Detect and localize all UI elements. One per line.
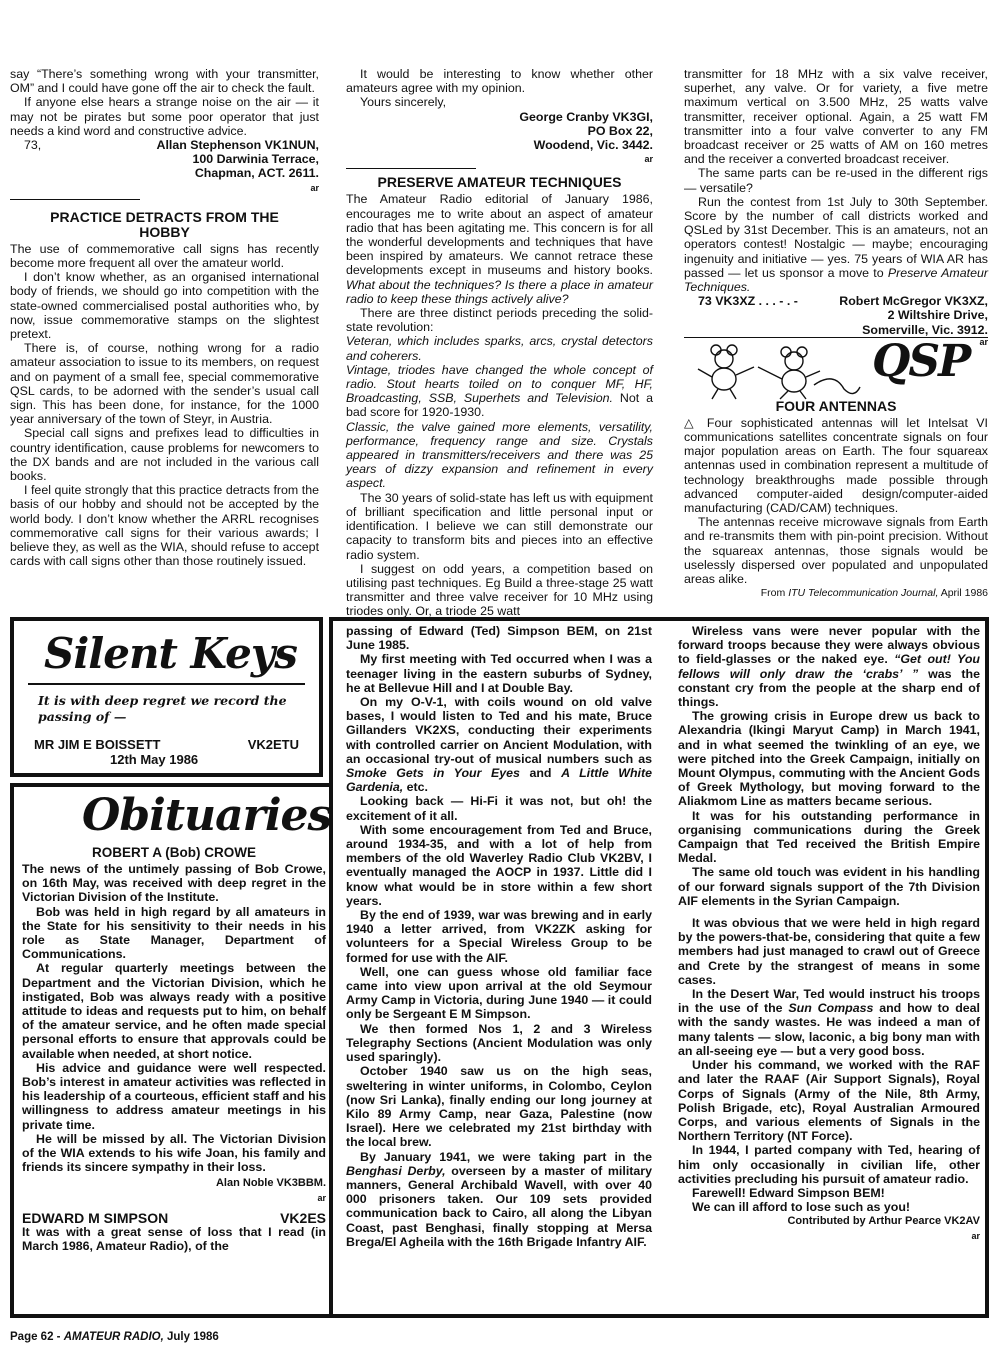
article-text: The antennas receive microwave signals from Earth and re-transmits them with pin-point precision. Without the squareax antennas, those signals would be uselessly dispersed over populated and unpopulated areas alike. (684, 515, 988, 587)
signature-name: George Cranby VK3GI, (519, 109, 653, 124)
signature-city: Woodend, Vic. 3442. (533, 138, 653, 153)
deceased-name: MR JIM E BOISSETT (34, 737, 161, 752)
mice-illustration-icon (694, 341, 864, 401)
obituary-signature: Alan Noble VK3BBM. (215, 1177, 326, 1190)
obituary-text: At regular quarterly meetings between the Department and the Victorian Division, which he instigated, Bob was always ready with a positive attitude to ideas and requests put to him, on behalf of the amateur service, and he often made special personal efforts to ensure that approvals could be available when needed, at short notice. (22, 961, 326, 1061)
article-text: Classic, the valve gained more elements, versatility, performance, frequency range and size. Crystals appeared in transmitters/receivers and there was 25 years of dizzy expansion and refinement in every aspect. (346, 419, 653, 491)
signature-name: Allan Stephenson VK1NUN, (156, 138, 319, 153)
obituaries-title: Obituaries (82, 790, 332, 841)
signature-address: 2 Wiltshire Drive, (887, 308, 988, 323)
letter-text: The same parts can be re-used in the different rigs — versatile? (684, 166, 988, 195)
letter-text: Run the contest from 1st July to 30th September. Score by the number of call districts worked and QSLed by 31st December. This is an amateurs, not an operators contest! Nostalgic — maybe; encouraging ingenuity and initiative — yes. 75 years of WIA AR has passed — let us sponsor a move to Preserve Amateur Techniques. (684, 194, 988, 295)
column-letters-right (684, 67, 988, 601)
obituary-middle-column (346, 624, 652, 1249)
obituary-text: It was for his outstanding performance in organising communications during the Greek Campaign that Ted received the British Empire Medal. (678, 808, 980, 866)
silent-keys-box (10, 617, 323, 777)
obituary-text: By January 1941, we were taking part in the Benghasi Derby, overseen by a master of military manners, General Archibald Wavell, with over 40 000 prisoners taken. Our 109 sets provided communication back to Cairo, all along the Libyan Coast, past Benghasi, finally stopping at Mersa Brega/El Agheila with the 16th Brigade Infantry AIF. (346, 1149, 652, 1249)
obituary-heading: EDWARD M SIMPSON VK2ES (22, 1209, 326, 1226)
divider (10, 199, 140, 200)
silent-keys-rule (28, 683, 305, 685)
end-mark: ar (644, 154, 653, 165)
article-heading: PRACTICE DETRACTS FROM THE HOBBY (50, 208, 279, 240)
signature-address: PO Box 22, (587, 123, 653, 138)
article-source: From ITU Telecommunication Journal, April 1986 (760, 587, 988, 600)
article-text: △ Four sophisticated antennas will let Intelsat VI communications satellites concentrate signals on four major population areas on Earth. The four squareax antennas used in combination represent a multitude of technology breakthroughs made possible through advanced computer-aided design/computer-aided manufacturing (CAD/CAM) techniques. (684, 415, 988, 516)
silent-keys-entry (28, 737, 305, 767)
letter-text: transmitter for 18 MHz with a six valve receiver, superhet, any valve. Or for variety, a five metre maximum vertical on 3.500 MHz, 25 watts valve transmitter, receiver optional. Again, a 25 watt FM transmitter into a four valve converter to any FM broadcast receiver or 25 watts of AM on 160 metres and the receiver a converted broadcast receiver. (684, 67, 988, 167)
obituary-text: His advice and guidance were well respected. Bob’s interest in amateur activities was reflected in his leadership of a courteous, efficient staff and his willingness to address amateur meetings in his private time. (22, 1060, 326, 1132)
obituary-text: It was with a great sense of loss that I read (in March 1986, Amateur Radio), of the (22, 1225, 326, 1254)
obituary-signature: Contributed by Arthur Pearce VK2AV (787, 1215, 980, 1228)
letter-signature (346, 110, 653, 167)
obituary-text: Bob was held in high regard by all amateurs in the State for his sensitivity to their needs in his role as State Manager, Department of Communications. (22, 904, 326, 962)
article-text: The 30 years of solid-state has left us with equipment of brilliant specification and little personal input or identification. I believe we can still demonstrate our capacity to transform bits and pieces into an effective radio system. (346, 490, 653, 562)
qsp-logo: QSP (872, 335, 970, 387)
end-mark: ar (317, 1192, 326, 1203)
issue-date: July 1986 (163, 1331, 219, 1343)
qsp-banner (684, 337, 988, 403)
obituary-text: It was obvious that we were held in high regard by the powers-that-be, considering that quite a few members had just managed to crawl out of Greece and Crete by the strangest of means in some cases. (678, 916, 980, 987)
obituary-text: We can ill afford to lose such as you! (692, 1200, 911, 1215)
signature-city: Somerville, Vic. 3912. (862, 322, 988, 337)
sign-off: 73, (24, 138, 42, 153)
letter-text: say “There’s something wrong with your transmitter, OM” and I could have gone off the air to check the fault. (10, 67, 319, 96)
obituary-text: passing of Edward (Ted) Simpson BEM, on 21st June 1985. (346, 624, 652, 653)
article-text: The use of commemorative call signs has recently become more frequent all over the amateur world. (10, 241, 319, 271)
end-mark: ar (971, 1230, 980, 1241)
obituary-text: Under his command, we worked with the RAF and later the RAAF (Air Support Signals), Royal Corps of Signals (Army of the Nile, 8th Army, Polish Brigade, etc), Royal Australian Armoured Corps, and various elements of Signals in the Northern Territory (NT Force). (678, 1058, 980, 1144)
obituary-heading: ROBERT A (Bob) CROWE (92, 845, 256, 860)
obituary-right-column (678, 624, 980, 1243)
obituary-text: On my O-V-1, with coils wound on old valve bases, I would listen to Ted and his mate, Bruce Gillanders VK2XS, conducting their experiments with controlled carrier on Ancient Modulation, with an occasional try-out of musical numbers such as Smoke Gets in Your Eyes and A Little White Gardenia, etc. (346, 695, 652, 795)
obituary-text: The news of the untimely passing of Bob Crowe, on 16th May, was received with deep regret in the Victorian Division of the Institute. (22, 862, 326, 905)
letter-text: If anyone else hears a strange noise on the air — it may not be pirates but some poor operator that just needs a kind word and constructive advice. (10, 95, 319, 138)
silent-keys-intro: It is with deep regret we record the passing of — (38, 693, 287, 724)
article-text: I don’t know whether, as an organised international body of friends, we should go into competition with the state-owned commercialised postal authorities who, by now, issue commemorative stamps on the slightest pretext. (10, 270, 319, 342)
article-text: There are three distinct periods preceding the solid-state revolution: (346, 306, 653, 335)
obituary-text: Farewell! Edward Simpson BEM! (692, 1185, 885, 1200)
silent-keys-title: Silent Keys (44, 629, 297, 678)
page-footer (10, 1331, 219, 1343)
deceased-date: 12th May 1986 (110, 752, 199, 767)
obituary-text: My first meeting with Ted occurred when I was a teenager living in the eastern suburbs of Sydney, he at Bellevue Hill and I at Double Bay. (346, 652, 652, 695)
letter-signature (10, 138, 319, 195)
column-letters-middle (346, 67, 653, 619)
signature-name: Robert McGregor VK3XZ, (839, 294, 988, 309)
sign-off: 73 VK3XZ . . . - . - (698, 294, 798, 309)
obituary-text: The same old touch was evident in his handling of our forward signals support of the 7th Division AIF elements in the Syrian Campaign. (678, 865, 980, 908)
divider (346, 168, 476, 169)
column-letters-left (10, 67, 319, 569)
obituary-text: The growing crisis in Europe drew us back to Alexandria (Ikingi Maryut Camp) in March 1941, and in what seemed the twinkling of an eye, we were pitched into the Greek Campaign, initially on Mount Olympus, commuting with the Ancient Gods of Greek Mythology, but moving forward to the Aliakmom Line as matters became serious. (678, 709, 980, 809)
end-mark: ar (310, 182, 319, 193)
obituary-text: In the Desert War, Ted would instruct his troops in the use of the Sun Compass and how to deal with the sandy wastes. He was indeed a man of many talents — slow, laconic, a big bony man with an all-seeing eye — but a very good boss. (678, 987, 980, 1058)
deceased-callsign: VK2ETU (247, 737, 299, 752)
obituary-text: Looking back — Hi-Fi it was not, but oh! the excitement of it all. (346, 794, 652, 823)
letter-text: Yours sincerely, (360, 95, 447, 110)
article-heading: FOUR ANTENNAS (775, 397, 897, 414)
article-text: There is, of course, nothing wrong for a radio amateur association to issue to its members, on request and on payment of a small fee, special commemorative QSL cards, to be adorned with the sender’s usual call sign. This has been done, for instance, for the 1000 year anniversary of the town of Steyr, in Austria. (10, 341, 319, 427)
signature-address: 100 Darwinia Terrace, (192, 152, 319, 167)
obituary-text: October 1940 saw us on the high seas, sweltering in winter uniforms, in Colombo, Ceylon (now Sri Lanka), finally ending our long journey at Kilo 89 Army Camp, near Gaza, Palestine (now Israel). Here we celebrated my 21st birthday with the local brew. (346, 1064, 652, 1150)
obituary-text: He will be missed by all. The Victorian Division of the WIA extends to his wife Joan, his family and friends its sincere sympathy in their loss. (22, 1131, 326, 1175)
signature-city: Chapman, ACT. 2611. (194, 166, 319, 181)
article-text: I suggest on odd years, a competition based on utilising past techniques. Eg Build a three-stage 25 watt transmitter and three valve receiver for 10 MHz using triodes only. Or, a triode 25 watt (346, 561, 653, 619)
article-text: I feel quite strongly that this practice detracts from the basis of our hobby and should not be accepted by the world body. I don’t know whether the ARRL recognises commemorative call signs for their various awards; I believe they, as well as the WIA, should refuse to accept cards with call signs other than those routinely issued. (10, 483, 320, 569)
obituary-text: In 1944, I parted company with Ted, hearing of him only occasionally in civilian life, other activities precluding his pursuit of amateur radio. (678, 1143, 980, 1186)
article-heading: PRESERVE AMATEUR TECHNIQUES (377, 174, 622, 191)
obituary-text: We then formed Nos 1, 2 and 3 Wireless Telegraphy Sections (Ancient Modulation was only used sparingly). (346, 1021, 652, 1065)
letter-text: It would be interesting to know whether other amateurs agree with my opinion. (346, 67, 653, 96)
article-text: The Amateur Radio editorial of January 1986, encourages me to write about an aspect of amateur radio that has been agitating me. This concern is for all the wonderful developments and techniques that have been inspired by amateurs. We cannot retrace these developments except in museums and history books. What about the techniques? Is there a place in amateur radio to keep these things actively alive? (346, 192, 653, 306)
end-mark: ar (979, 336, 988, 347)
article-text: Special call signs and prefixes lead to difficulties in country identification, cause problems for newcomers to the DX bands and are not included in the various call books. (10, 426, 319, 484)
obituary-text: By the end of 1939, war was brewing and in early 1940 a letter arrived, from VK2ZK asking for volunteers for a Special Wireless Group to be formed for use with the AIF. (346, 908, 652, 965)
article-text: Vintage, triodes have changed the whole concept of radio. Stout hearts toiled on to conquer MF, HF, Broadcasting, SSB, Superhets and Television. Not a bad score for 1920-1930. (346, 362, 653, 420)
obituary-text: With some encouragement from Ted and Bruce, around 1934-35, and with a lot of help from members of the old Waverley Radio Club VK2BV, I eventually managed the AOCP in 1937. Little did I know what would be in store within a few short years. (346, 822, 652, 908)
obituary-text: Wireless vans were never popular with the forward troops because they were always obvious to field-glasses or the naked eye. “Get out! You fellows will only draw the ‘crabs’ ” was the constant cry from the people at the sharp end of things. (678, 624, 981, 710)
letter-signature (684, 294, 988, 337)
article-text: Veteran, which includes sparks, arcs, crystal detectors and coherers. (346, 334, 653, 363)
magazine-name: AMATEUR RADIO, (63, 1331, 164, 1343)
obituary-text: Well, one can guess whose old familiar face came into view upon arrival at the old Seymour Army Camp in Victoria, during June 1940 — it could only be Sergeant E M Simpson. (346, 964, 652, 1022)
page-number: Page 62 - (10, 1331, 64, 1343)
obituaries-left-column (22, 790, 332, 1254)
